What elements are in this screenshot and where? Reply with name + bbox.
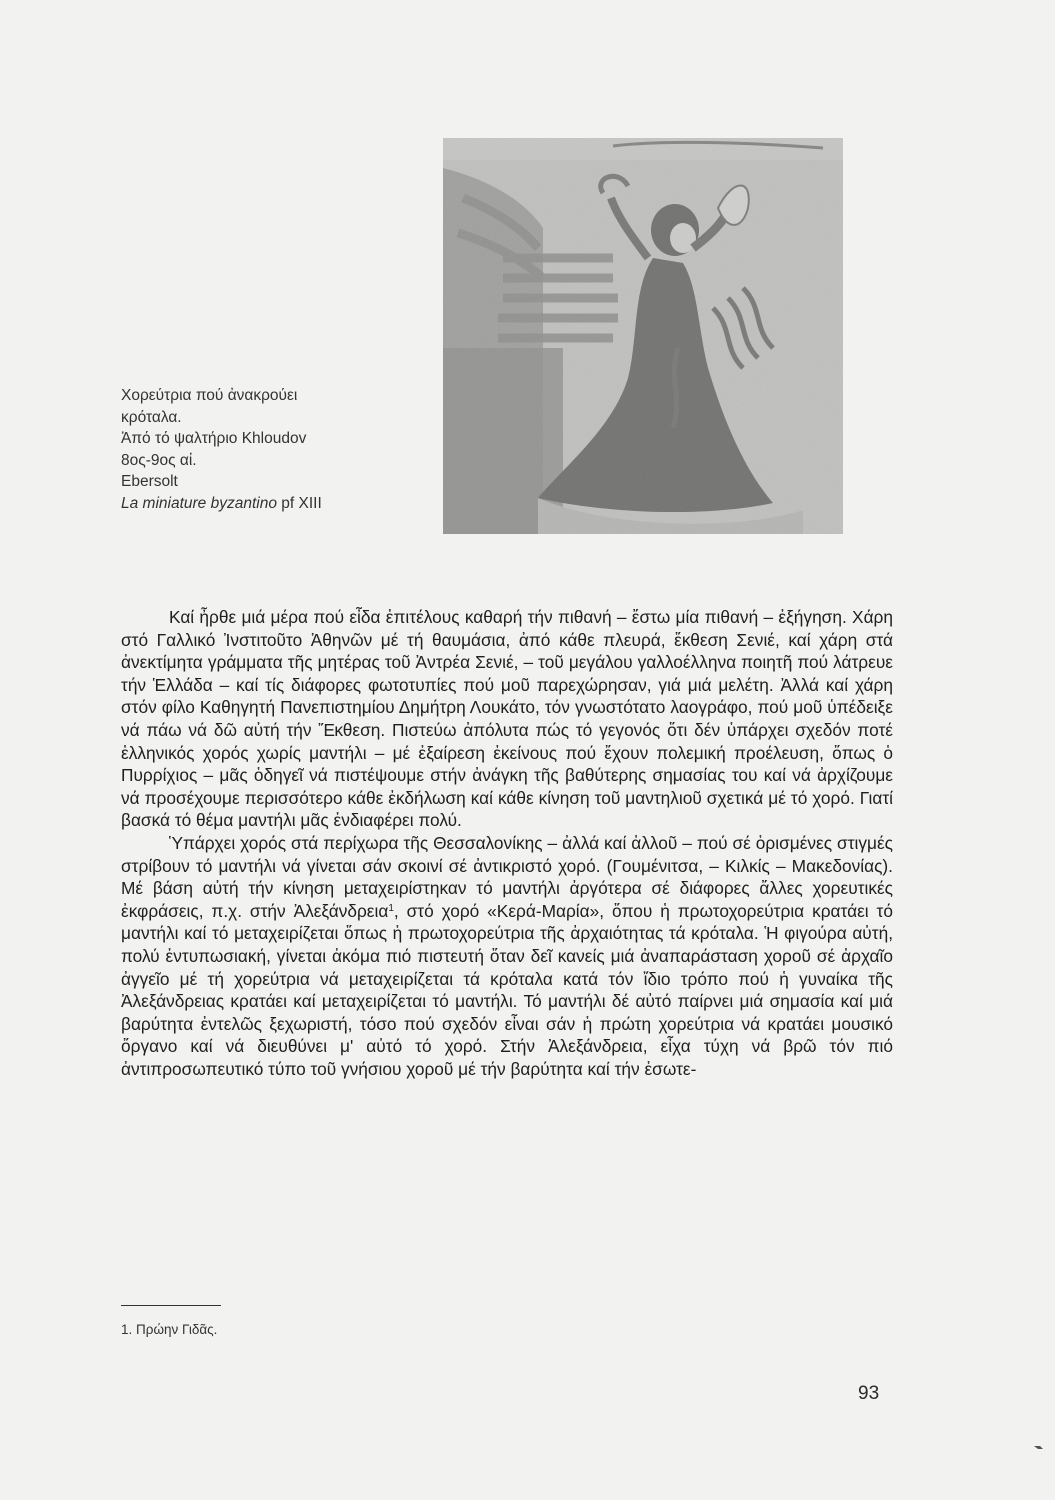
caption-source-plate: pf XIII xyxy=(276,494,322,512)
body-paragraph-1: Καί ἦρθε μιά μέρα πού εἶδα ἐπιτέλους καθαρή τήν πιθανή – ἔστω μία πιθανή – ἐξήγηση. Χάρη στό Γαλλικό Ἰνστιτοῦτο Ἀθηνῶν μέ τή θαυμάσια, ἀπό κάθε πλευρά, ἔκθεση Σενιέ, καί χάρη στά ἀνεκτίμητα γράμματα τῆς μητέρας τοῦ Ἀντρέα Σενιέ, – τοῦ μεγάλου γαλλοέλληνα ποιητῆ πού λάτρευε τήν Ἑλλάδα – καί τίς διάφορες φωτοτυπίες πού μοῦ παρεχώρησαν, γιά μιά μελέτη. Ἀλλά καί χάρη στόν φίλο Καθηγητή Πανεπιστημίου Δημήτρη Λουκάτο, τόν γνωστότατο λαογράφο, πού μοῦ ὑπέδειξε νά πάω νά δῶ αὐτή τήν Ἔκθεση. Πιστεύω ἀπόλυτα πώς τό γεγονός ὅτι δέν ὑπάρχει σχεδόν ποτέ ἑλληνικός χορός χωρίς μαντήλι – μέ ἐξαίρεση ἐκείνους πού ἔχουν πολεμική προέλευση, ὅπως ὁ Πυρρίχιος – μᾶς ὁδηγεῖ νά πιστέψουμε στήν ἀνάγκη τῆς βαθύτερης σημασίας του καί νά ἀρχίζουμε νά προσέχουμε περισσότερο κάθε ἐκδήλωση καί κάθε κίνηση τοῦ μαντηλιοῦ σχετικά μέ τό χορό. Γιατί βασκά τό θέμα μαντήλι μᾶς ἐνδιαφέρει πολύ. xyxy=(121,607,893,831)
caption-line: κρόταλα. xyxy=(121,408,182,426)
scan-mark-icon xyxy=(1034,1444,1044,1450)
paragraph-2-text-end: , στό χορό «Κερά-Μαρία», ὅπου ἡ πρωτοχορεύτρια κρατάει τό μαντήλι καί τό μεταχειρίζεται ὅπως ἡ πρωτοχορεύτρια τῆς ἀρχαιότητας τά κρόταλα. Ἡ φιγούρα αὐτή, πολύ ἐντυπωσιακή, γίνεται ἀκόμα πιό πιστευτή ὅταν δεῖ κανείς μιά ἀναπαράσταση χοροῦ σέ ἀρχαῖο ἀγγεῖο μέ τή χορεύτρια νά μεταχειρίζεται τά κρόταλα κατά τόν ἴδιο τρόπο πού ἡ γυναίκα τῆς Ἀλεξάνδρειας κρατάει καί μεταχειρίζεται τό μαντήλι. Τό μαντήλι δέ αὐτό παίρνει μιά σημασία καί μιά βαρύτητα ἐντελῶς ξεχωριστή, τόσο πού σχεδόν εἶναι σάν ἡ πρώτη χορεύτρια νά κρατάει μουσικό ὄργανο καί νά διευθύνει μ' αὐτό τό χορό. Στήν Ἀλεξάνδρεια, εἶχα τύχη νά βρῶ τόν πιό ἀντιπροσωπευτικό τύπο τοῦ γνήσιου χοροῦ μέ τήν βαρύτητα καί τήν ἐσωτε- xyxy=(121,900,893,1079)
caption-source-title: La miniature byzantino xyxy=(121,494,277,512)
footnote: 1. Πρώην Γιδᾶς. xyxy=(121,1322,218,1337)
page-number: 93 xyxy=(858,1383,880,1404)
caption-line: 8ος-9ος αἰ. xyxy=(121,451,197,469)
main-body-text xyxy=(121,606,893,1080)
caption-source-author: Ebersolt xyxy=(121,473,178,490)
footnote-separator xyxy=(121,1305,221,1306)
caption-line: Ἀπό τό ψαλτήριο Khloudov xyxy=(121,430,307,447)
caption-source-reference xyxy=(121,493,421,515)
footnote-reference: 1 xyxy=(388,902,394,914)
body-paragraph-2 xyxy=(121,832,893,1081)
paragraph-2-text-start: Ὑπάρχει χορός στά περίχωρα τῆς Θεσσαλονίκης – ἀλλά καί ἀλλοῦ – πού σέ ὁρισμένες στιγμές στρίβουν τό μαντήλι νά γίνεται σάν σκοινί σέ ἀντικριστό χορό. (Γουμένιτσα, – Κιλκίς – Μακεδονίας). Μέ βάση αὐτή τήν κίνηση μεταχειρίστηκαν τό μαντήλι ἀργότερα σέ διάφορες ἄλλες χορευτικές ἐκφράσεις, π.χ. στήν Ἀλεξάνδρεια xyxy=(121,832,893,921)
figure-caption xyxy=(121,385,421,514)
dancer-with-krotala-image xyxy=(443,138,843,534)
miniature-illustration xyxy=(443,138,843,534)
caption-line: Χορεύτρια πού ἀνακρούει xyxy=(121,387,298,404)
